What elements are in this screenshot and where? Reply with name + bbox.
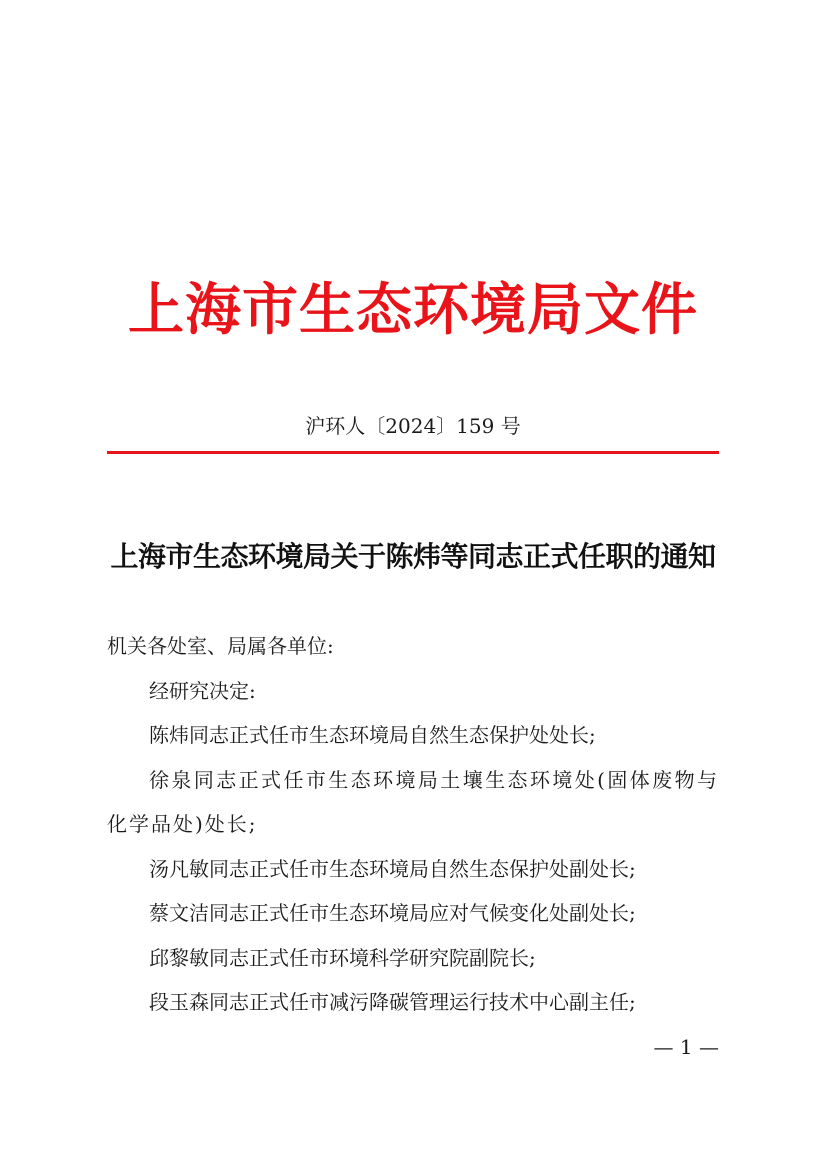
appointment-item: 邱黎敏同志正式任市环境科学研究院副院长; bbox=[149, 945, 536, 970]
appointment-item: 汤凡敏同志正式任市生态环境局自然生态保护处副处长; bbox=[149, 856, 636, 881]
red-divider-line bbox=[107, 451, 719, 454]
notice-body bbox=[107, 624, 719, 1025]
notice-title: 上海市生态环境局关于陈炜等同志正式任职的通知 bbox=[110, 540, 716, 573]
appointment-item: 蔡文洁同志正式任市生态环境局应对气候变化处副处长; bbox=[149, 901, 636, 925]
document-number: 沪环人〔2024〕159 号 bbox=[305, 414, 521, 438]
appointment-item: 徐泉同志正式任市生态环境局土壤生态环境处(固体废物与化学品处)处长; bbox=[107, 767, 719, 836]
addressee-line: 机关各处室、局属各单位: bbox=[107, 634, 334, 658]
appointment-item: 段玉森同志正式任市减污降碳管理运行技术中心副主任; bbox=[149, 990, 636, 1014]
intro-line: 经研究决定: bbox=[149, 678, 256, 703]
page-number: — 1 — bbox=[653, 1035, 719, 1059]
document-masthead: 上海市生态环境局文件 bbox=[128, 277, 698, 343]
appointment-item: 陈炜同志正式任市生态环境局自然生态保护处处长; bbox=[149, 723, 596, 747]
